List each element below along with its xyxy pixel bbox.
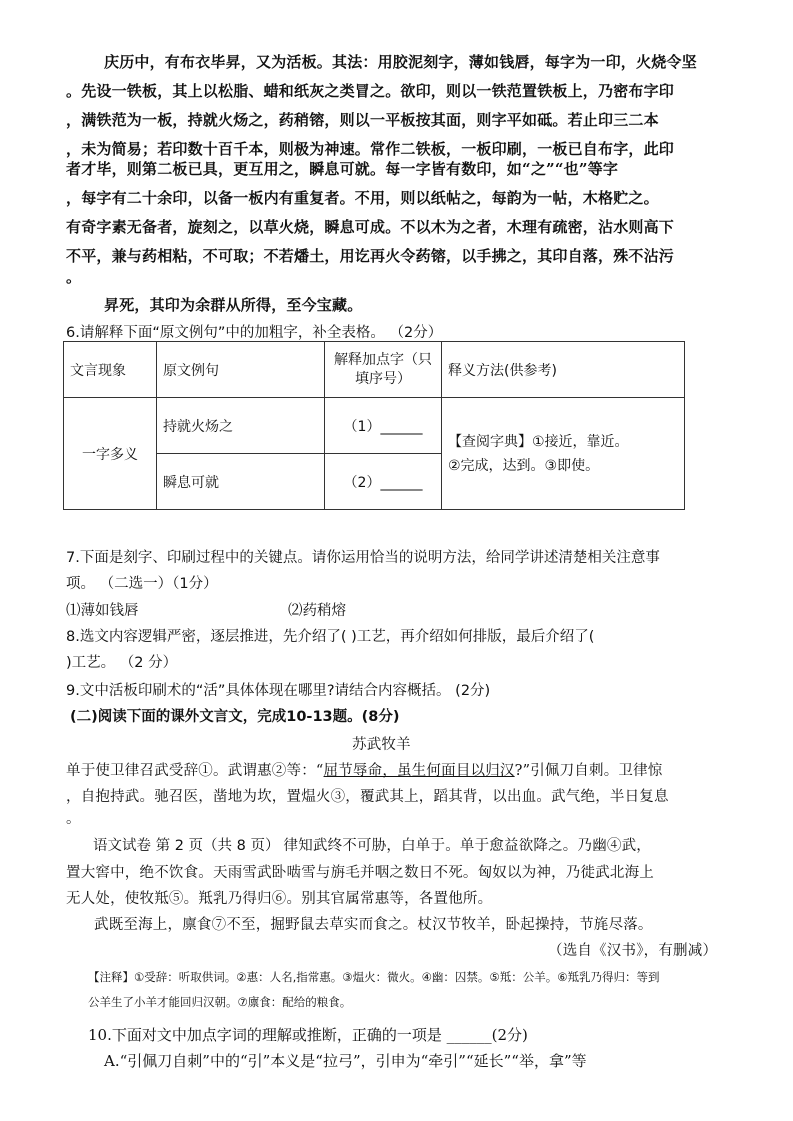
passage2-p1-post: ?”引佩刀自刺。卫律惊 [514,763,663,779]
q7-line-2: 项。 （二选一）（1分） [66,576,218,592]
q6-method-line-1: 【查阅字典】①接近，靠近。 [448,433,629,450]
passage1-line-5: 者才毕，则第二板已具，更互用之，瞬息可就。每一字皆有数印，如“之”“也”等字 [66,160,619,178]
passage1-line-8: 不平，兼与药相粘，不可取；不若燔土，用讫再火令药镕，以手拂之，其印自落，殊不沾污 [66,247,675,265]
q8-line-1: 8.选文内容逻辑严密，逐层推进，先介绍了( )工艺，再介绍如何排版，最后介绍了( [66,629,595,645]
passage2-p2-line-2: 置大窖中，绝不饮食。天雨雪武卧啮雪与旃毛并咽之数日不死。匈奴以为神，乃徙武北海上 [66,865,654,881]
passage2-p2-line-1 [93,834,651,855]
q6-method-line-2: ②完成，达到。③即使。 [448,457,600,474]
passage2-p1-line-1 [66,759,663,780]
page-footer: 语文试卷 第 2 页（共 8 页） [93,838,280,854]
passage1-line-4: ，未为简易；若印数十百千本，则极为神速。常作二铁板，一板印刷，一板已自布字，此印 [66,140,675,158]
passage1-line-7: 有奇字素无备者，旋刻之，以草火烧，瞬息可成。不以木为之者，木理有疏密，沾水则高下 [66,218,675,236]
q9-prompt: 9.文中活板印刷术的“活”具体体现在哪里?请结合内容概括。 (2分) [66,683,491,699]
passage1-line-9: 。 [66,268,82,286]
q6-blank-1[interactable]: （1）______ [325,398,442,454]
q7-line-1: 7.下面是刻字、印刷过程中的关键点。请你运用恰当的说明方法，给同学讲述清楚相关注意事 [66,550,660,566]
q6-phenomenon: 一字多义 [64,398,157,510]
q6-sentence-2: 瞬息可就 [157,454,325,510]
q6-sentence-1: 持就火炀之 [157,398,325,454]
passage2-p1-line-2: ，自抱持武。驰召医，凿地为坎，置煴火③，覆武其上，蹈其背，以出血。武气绝，半日复息 [66,789,669,805]
q6-header-phenomenon: 文言现象 [64,342,157,398]
section2-heading: (二)阅读下面的课外文言文，完成10-13题。(8分) [70,709,400,725]
q6-prompt: 6.请解释下面“原文例句”中的加粗字，补全表格。 （2分） [66,325,443,341]
passage2-p3-line-1: 武既至海上，廪食⑦不至，掘野鼠去草实而食之。杖汉节牧羊，卧起操持，节旄尽落。 [94,917,653,933]
q10-option-a: A.“引佩刀自刺”中的“引”本义是“拉弓”，引申为“牵引”“延长”“举，拿”等 [104,1052,587,1070]
notes-line-1: 【注释】①受辞：听取供词。②惠：人名,指常惠。③煴火：微火。④幽：囚禁。⑤羝：公羊。⑥羝乳乃得归：等到 [88,970,660,984]
passage2-p2-line-1-tail: 律知武终不可胁，白单于。单于愈益欲降之。乃幽④武， [283,838,651,854]
passage2-title: 苏武牧羊 [352,737,411,753]
q6-table [63,341,685,510]
passage1-ending: 昇死，其印为余群从所得，至今宝藏。 [104,296,363,314]
passage1-line-2: 。先设一铁板，其上以松脂、蜡和纸灰之类冒之。欲印，则以一铁范置铁板上，乃密布字印 [66,82,675,100]
passage2-p1-line-3: 。 [66,811,81,827]
passage2-p2-line-3: 无人处，使牧羝⑤。羝乳乃得归⑥。别其官属常惠等，各置他所。 [66,891,493,907]
q6-method [442,398,685,510]
q6-header-method: 释义方法(供参考) [442,342,685,398]
passage2-p1-pre: 单于使卫律召武受辞①。武谓惠②等：“ [66,763,324,779]
q8-line-2: )工艺。 （2 分） [66,655,178,671]
q7-option-1: ⑴薄如钱唇 [66,603,139,619]
q6-header-explain: 解释加点字（只填序号） [325,342,442,398]
q10-prompt: 10.下面对文中加点字词的理解或推断，正确的一项是 ______(2分) [88,1026,528,1044]
passage1-line-1: 庆历中，有布衣毕昇，又为活板。其法：用胶泥刻字，薄如钱唇，每字为一印，火烧令坚 [104,53,697,71]
q6-header-sentence: 原文例句 [157,342,325,398]
passage1-line-3: ，满铁范为一板，持就火炀之，药稍镕，则以一平板按其面，则字平如砥。若止印三二本 [66,111,659,129]
q6-blank-2[interactable]: （2）______ [325,454,442,510]
passage2-source: （选自《汉书》，有删减） [548,943,718,959]
passage2-quote: 屈节辱命，虽生何面目以归汉 [323,763,515,779]
q7-option-2: ⑵药稍熔 [288,603,346,619]
notes-line-2: 公羊生了小羊才能回归汉朝。⑦廪食：配给的粮食。 [88,995,352,1009]
passage1-line-6: ，每字有二十余印，以备一板内有重复者。不用，则以纸帖之，每韵为一帖，木格贮之。 [66,189,659,207]
